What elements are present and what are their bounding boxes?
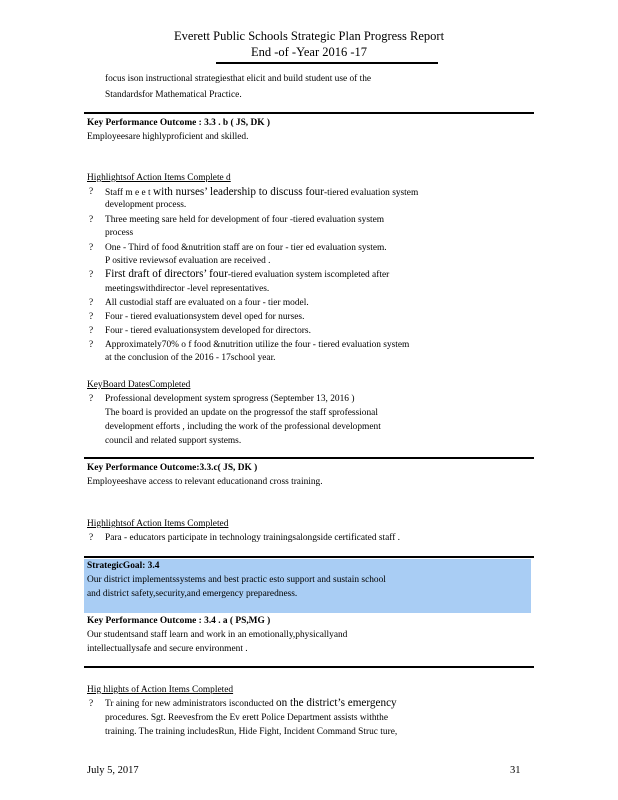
bullet-icon: ? bbox=[89, 187, 94, 197]
list-item-continuation: development process. bbox=[105, 200, 187, 210]
bullet-icon: ? bbox=[89, 699, 94, 709]
list-item bbox=[105, 186, 418, 200]
kpo-3-3-c-body: Employeeshave access to relevant educationand cross training. bbox=[87, 477, 323, 487]
list-item-continuation: at the conclusion of the 2016 - 17school year. bbox=[105, 353, 276, 363]
bullet-icon: ? bbox=[89, 243, 94, 253]
board-dates-heading: KeyBoard DatesCompleted bbox=[87, 380, 191, 390]
board-date-item: Professional development system sprogress (September 13, 2016 ) bbox=[105, 394, 355, 404]
list-item: Three meeting sare held for development of four -tiered evaluation system bbox=[105, 215, 385, 225]
list-item-text: First draft of directors’ four bbox=[105, 268, 228, 280]
header-rule bbox=[216, 62, 438, 64]
board-date-line: The board is provided an update on the progressof the staff sprofessional bbox=[105, 408, 378, 418]
list-item-continuation: training. The training includesRun, Hide Fight, Incident Command Struc ture, bbox=[105, 727, 398, 737]
list-item: All custodial staff are evaluated on a four - tier model. bbox=[105, 298, 309, 308]
list-item-continuation: meetingswithdirector -level representatives. bbox=[105, 284, 270, 294]
list-item-text: -tiered evaluation system bbox=[324, 188, 419, 198]
list-item: Four - tiered evaluationsystem devel oped for nurses. bbox=[105, 312, 305, 322]
list-item-text: -tiered evaluation system iscompleted after bbox=[227, 270, 390, 280]
section-rule bbox=[84, 457, 534, 459]
list-item-continuation: P ositive reviewsof evaluation are received . bbox=[105, 256, 271, 266]
bullet-icon: ? bbox=[89, 394, 94, 404]
board-date-line: development efforts , including the work of the professional development bbox=[105, 422, 381, 432]
kpo-3-3-b-heading: Key Performance Outcome : 3.3 . b ( JS, DK ) bbox=[87, 118, 271, 128]
list-item: Para - educators participate in technology trainingsalongside certificated staff . bbox=[105, 533, 401, 543]
list-item: Approximately70% o f food &nutrition utilize the four - tiered evaluation system bbox=[105, 340, 410, 350]
goal-3-4-line-2: and district safety,security,and emergency preparedness. bbox=[87, 589, 298, 599]
list-item-text: Tr aining for new administrators isconducted bbox=[105, 699, 276, 709]
section-rule bbox=[84, 112, 534, 114]
highlights-1-heading: Highlightsof Action Items Complete d bbox=[87, 173, 231, 183]
bullet-icon: ? bbox=[89, 215, 94, 225]
footer-date: July 5, 2017 bbox=[87, 765, 139, 776]
section-rule bbox=[84, 556, 534, 558]
highlights-3-heading: Hig hlights of Action Items Completed bbox=[87, 685, 234, 695]
kpo-3-3-b-body: Employeesare highlyproficient and skilled. bbox=[87, 132, 249, 142]
list-item-continuation: procedures. Sgt. Reevesfrom the Ev erett Police Department assists withthe bbox=[105, 713, 388, 723]
section-rule bbox=[84, 666, 534, 668]
kpo-3-3-c-heading: Key Performance Outcome:3.3.c( JS, DK ) bbox=[87, 463, 258, 473]
list-item bbox=[105, 268, 389, 282]
list-item bbox=[105, 697, 397, 711]
goal-3-4-heading: StrategicGoal: 3.4 bbox=[87, 561, 160, 571]
list-item-text: with nurses’ leadership to discuss four bbox=[153, 186, 324, 198]
list-item: Four - tiered evaluationsystem developed for directors. bbox=[105, 326, 311, 336]
page-number: 31 bbox=[510, 765, 521, 776]
goal-3-4-line-1: Our district implementssystems and best practic esto support and sustain school bbox=[87, 575, 386, 585]
bullet-icon: ? bbox=[89, 326, 94, 336]
bullet-icon: ? bbox=[89, 340, 94, 350]
bullet-icon: ? bbox=[89, 298, 94, 308]
kpo-3-4-a-heading: Key Performance Outcome : 3.4 . a ( PS,MG ) bbox=[87, 616, 271, 626]
list-item-text: Staff m e e t bbox=[105, 188, 153, 198]
intro-line-1: focus ison instructional strategiesthat elicit and build student use of the bbox=[105, 74, 372, 84]
report-title: Everett Public Schools Strategic Plan Progress Report bbox=[173, 29, 445, 43]
bullet-icon: ? bbox=[89, 533, 94, 543]
list-item: One - Third of food &nutrition staff are on four - tier ed evaluation system. bbox=[105, 243, 387, 253]
report-subtitle: End -of -Year 2016 -17 bbox=[250, 45, 368, 59]
board-date-line: council and related support systems. bbox=[105, 436, 242, 446]
list-item-text: on the district’s emergency bbox=[275, 697, 397, 709]
highlights-2-heading: Highlightsof Action Items Completed bbox=[87, 519, 229, 529]
kpo-3-4-a-line-2: intellectuallysafe and secure environment . bbox=[87, 644, 248, 654]
kpo-3-4-a-line-1: Our studentsand staff learn and work in an emotionally,physicallyand bbox=[87, 630, 348, 640]
intro-line-2: Standardsfor Mathematical Practice. bbox=[105, 90, 242, 100]
bullet-icon: ? bbox=[89, 270, 94, 280]
list-item-continuation: process bbox=[105, 228, 134, 238]
bullet-icon: ? bbox=[89, 312, 94, 322]
